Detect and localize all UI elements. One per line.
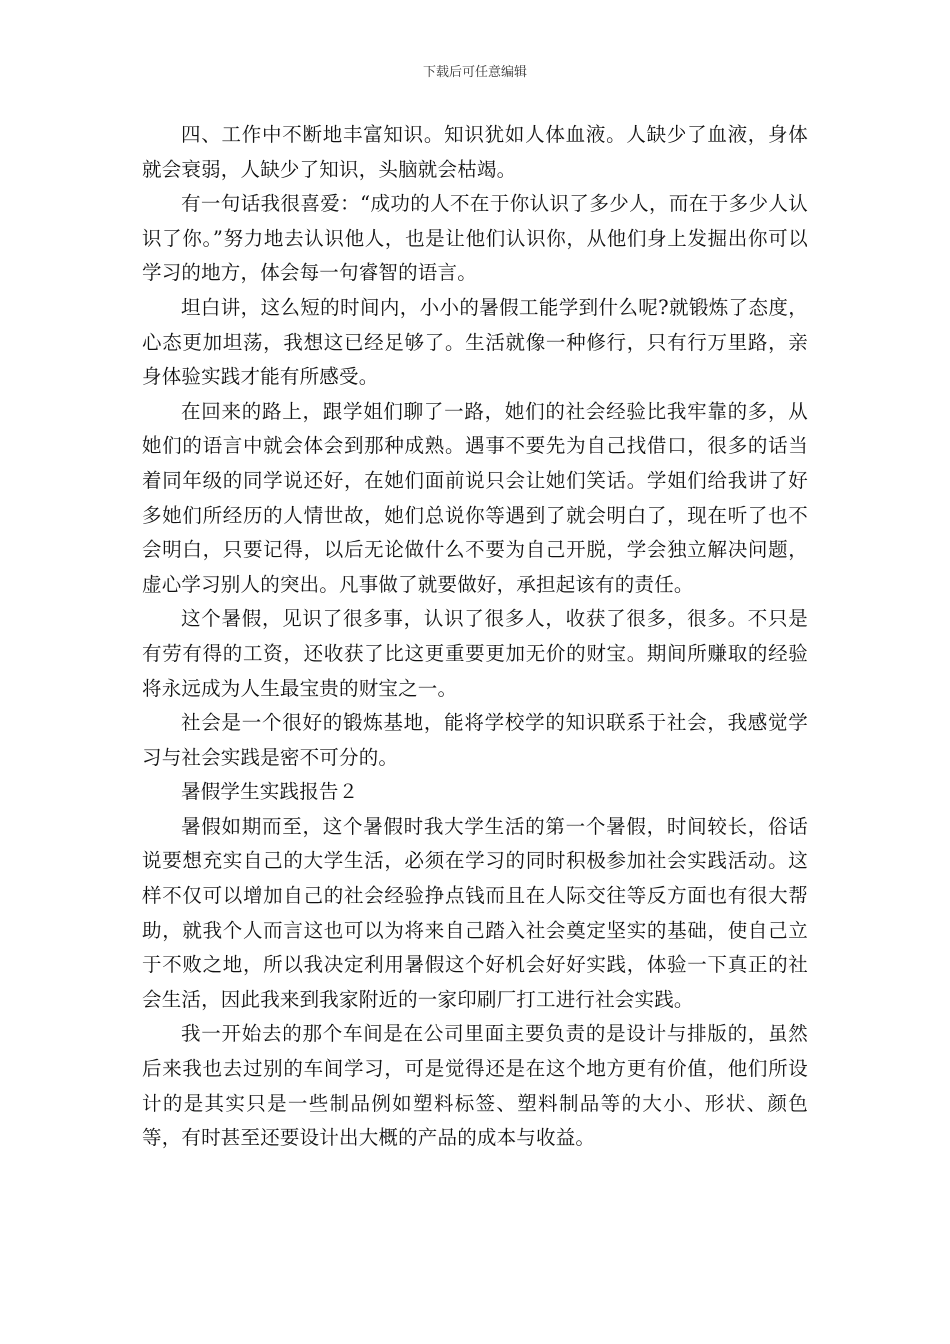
paragraph-quote: 有一句话我很喜爱：“成功的人不在于你认识了多少人，而在于多少人认识了你。”努力地去认识他人，也是让他们认识你，从他们身上发掘出你可以学习的地方，体会每一句睿智的语言。	[142, 192, 808, 285]
paragraph-society: 社会是一个很好的锻炼基地，能将学校学的知识联系于社会，我感觉学习与社会实践是密不可分的。	[142, 711, 808, 769]
document-body	[142, 118, 808, 1156]
paragraph-summer-arrives: 暑假如期而至，这个暑假时我大学生活的第一个暑假，时间较长，俗话说要想充实自己的大学生活，必须在学习的同时积极参加社会实践活动。这样不仅可以增加自己的社会经验挣点钱而且在人际交往等反方面也有很大帮助，就我个人而言这也可以为将来自己踏入社会奠定坚实的基础，使自己立于不败之地，所以我决定利用暑假这个好机会好好实践，体验一下真正的社会生活，因此我来到我家附近的一家印刷厂打工进行社会实践。	[142, 814, 808, 1011]
paragraph-knowledge: 四、工作中不断地丰富知识。知识犹如人体血液。人缺少了血液，身体就会衰弱，人缺少了知识，头脑就会枯竭。	[142, 123, 808, 181]
paragraph-summer-job: 坦白讲，这么短的时间内，小小的暑假工能学到什么呢?就锻炼了态度，心态更加坦荡，我想这已经足够了。生活就像一种修行，只有行万里路，亲身体验实践才能有所感受。	[142, 295, 808, 389]
paragraph-senior-advice: 在回来的路上，跟学姐们聊了一路，她们的社会经验比我牢靠的多，从她们的语言中就会体会到那种成熟。遇事不要先为自己找借口，很多的话当着同年级的同学说还好，在她们面前说只会让她们笑话。学姐们给我讲了好多她们所经历的人情世故，她们总说你等遇到了就会明白了，现在听了也不会明白，只要记得，以后无论做什么不要为自己开脱，学会独立解决问题，虚心学习别人的突出。凡事做了就要做好，承担起该有的责任。	[142, 399, 808, 596]
page-header-note: 下载后可任意编辑	[422, 65, 527, 80]
paragraph-design-workshop: 我一开始去的那个车间是在公司里面主要负责的是设计与排版的，虽然后来我也去过别的车间学习，可是觉得还是在这个地方更有价值，他们所设计的是其实只是一些制品例如塑料标签、塑料制品等的大小、形状、颜色等，有时甚至还要设计出大概的产品的成本与收益。	[142, 1022, 808, 1150]
section-heading-report-2: 暑假学生实践报告２	[181, 780, 359, 804]
paragraph-summer-gains: 这个暑假，见识了很多事，认识了很多人，收获了很多，很多。不只是有劳有得的工资，还收获了比这更重要更加无价的财宝。期间所赚取的经验将永远成为人生最宝贵的财宝之一。	[142, 607, 808, 700]
